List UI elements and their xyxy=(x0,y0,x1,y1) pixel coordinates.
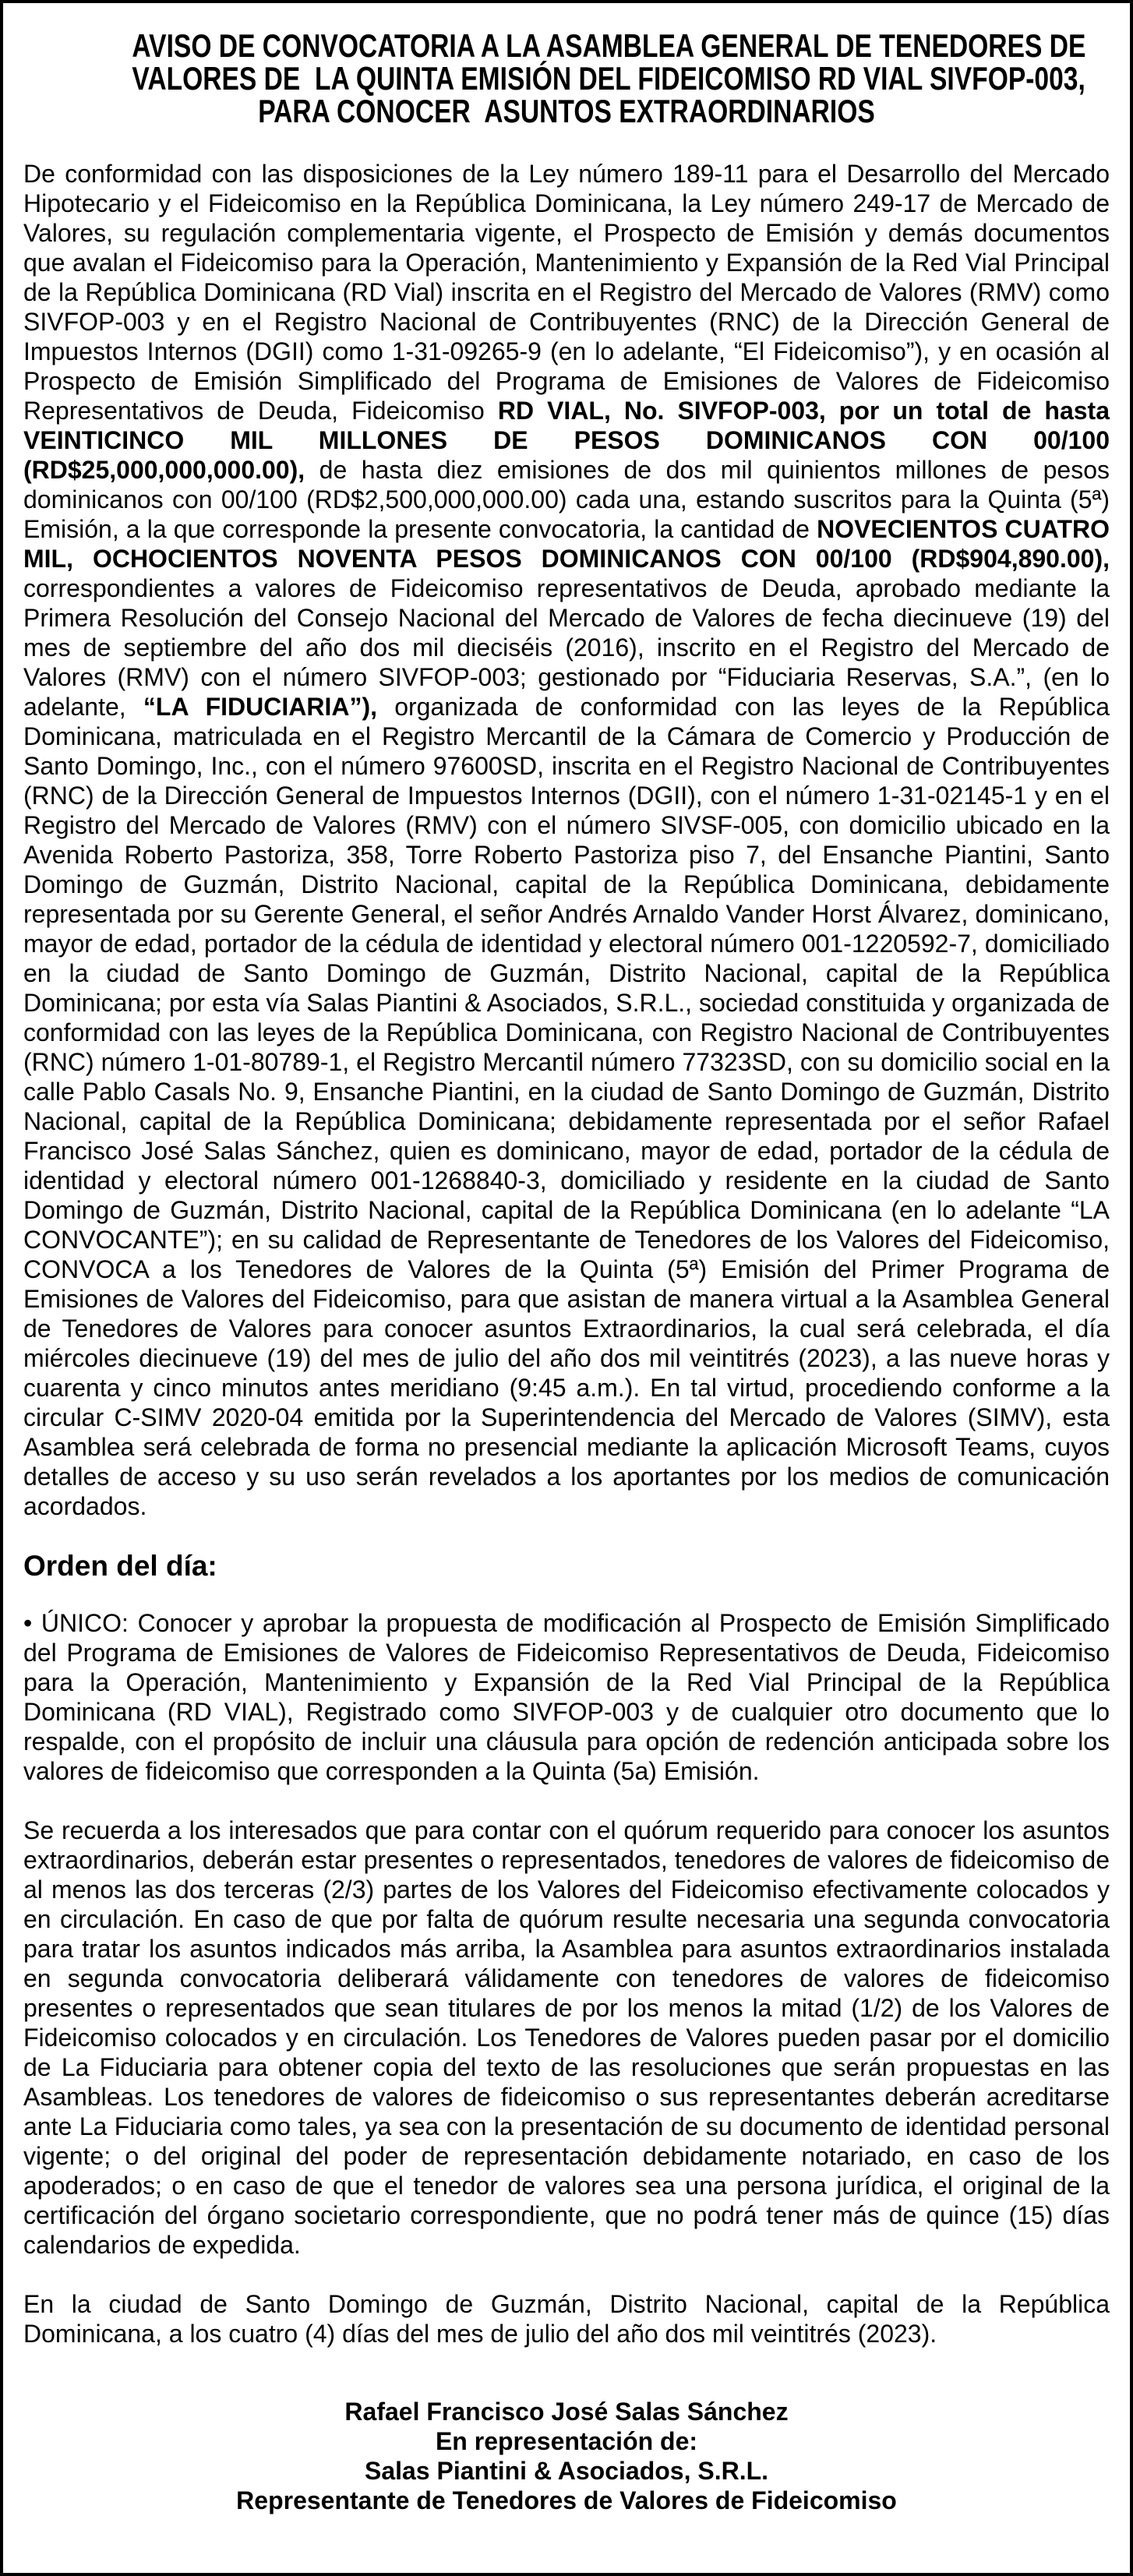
signature-role: Representante de Tenedores de Valores de Fideicomiso xyxy=(236,2486,897,2514)
signature-firm-name: Salas Piantini & Asociados, S.R.L. xyxy=(364,2457,769,2485)
notice-title xyxy=(23,27,1110,129)
agenda-item-unico: • ÚNICO: Conocer y aprobar la propuesta de modificación al Prospecto de Emisión Simplificado del Programa de Emisiones de Valores de Fideicomiso Representativos de Deuda, Fideicomiso para la Operación, Mantenimiento y Expansión de la Red Vial Principal de la República Dominicana (RD VIAL), Registrado como SIVFOP-003 y de cualquier otro documento que lo respalde, con el propósito de incluir una cláusula para opción de redención anticipada sobre los valores de fideicomiso que corresponden a la Quinta (5a) Emisión. xyxy=(23,1609,1110,1785)
notice-title-line-1: AVISO DE CONVOCATORIA A LA ASAMBLEA GENERAL DE TENEDORES DE xyxy=(132,27,1086,64)
closing-paragraph: En la ciudad de Santo Domingo de Guzmán, Distrito Nacional, capital de la República Dominicana, a los cuatro (4) días del mes de julio del año dos mil veintitrés (2023). xyxy=(23,2290,1110,2348)
intro-paragraph: De conformidad con las disposiciones de la Ley número 189-11 para el Desarrollo del Mercado Hipotecario y el Fideicomiso en la República Dominicana, la Ley número 249-17 de Mercado de Valores, su regulación complementaria vigente, el Prospecto de Emisión y demás documentos que avalan el Fideicomiso para la Operación, Mantenimiento y Expansión de la Red Vial Principal de la República Dominicana (RD Vial) inscrita en el Registro del Mercado de Valores (RMV) como SIVFOP-003 y en el Registro Nacional de Contribuyentes (RNC) de la Dirección General de Impuestos Internos (DGII) como 1-31-09265-9 (en lo adelante, “El Fideicomiso”), y en ocasión al Prospecto de Emisión Simplificado del Programa de Emisiones de Valores de Fideicomiso Representativos de Deuda, Fideicomiso RD VIAL, No. SIVFOP-003, por un total de hasta VEINTICINCO MIL MILLONES DE PESOS DOMINICANOS CON 00/100 (RD$25,000,000,000.00), de hasta diez emisiones de dos mil quinientos millones de pesos dominicanos con 00/100 (RD$2,500,000,000.00) cada una, estando suscritos para la Quinta (5ª) Emisión, a la que corresponde la presente convocatoria, la cantidad de NOVECIENTOS CUATRO MIL, OCHOCIENTOS NOVENTA PESOS DOMINICANOS CON 00/100 (RD$904,890.00), correspondientes a valores de Fideicomiso representativos de Deuda, aprobado mediante la Primera Resolución del Consejo Nacional del Mercado de Valores de fecha diecinueve (19) del mes de septiembre del año dos mil dieciséis (2016), inscrito en el Registro del Mercado de Valores (RMV) con el número SIVFOP-003; gestionado por “Fiduciaria Reservas, S.A.”, (en lo adelante, “LA FIDUCIARIA”), organizada de conformidad con las leyes de la República Dominicana, matriculada en el Registro Mercantil de la Cámara de Comercio y Producción de Santo Domingo, Inc., con el número 97600SD, inscrita en el Registro Nacional de Contribuyentes (RNC) de la Dirección General de Impuestos Internos (DGII), con el número 1-31-02145-1 y en el Registro del Mercado de Valores (RMV) con el número SIVSF-005, con domicilio ubicado en la Avenida Roberto Pastoriza, 358, Torre Roberto Pastoriza piso 7, del Ensanche Piantini, Santo Domingo de Guzmán, Distrito Nacional, capital de la República Dominicana, debidamente representada por su Gerente General, el señor Andrés Arnaldo Vander Horst Álvarez, dominicano, mayor de edad, portador de la cédula de identidad y electoral número 001-1220592-7, domiciliado en la ciudad de Santo Domingo de Guzmán, Distrito Nacional, capital de la República Dominicana; por esta vía Salas Piantini & Asociados, S.R.L., sociedad constituida y organizada de conformidad con las leyes de la República Dominicana, con Registro Nacional de Contribuyentes (RNC) número 1-01-80789-1, el Registro Mercantil número 77323SD, con su domicilio social en la calle Pablo Casals No. 9, Ensanche Piantini, en la ciudad de Santo Domingo de Guzmán, Distrito Nacional, capital de la República Dominicana; debidamente representada por el señor Rafael Francisco José Salas Sánchez, quien es dominicano, mayor de edad, portador de la cédula de identidad y electoral número 001-1268840-3, domiciliado y residente en la ciudad de Santo Domingo de Guzmán, Distrito Nacional, capital de la República Dominicana (en lo adelante “LA CONVOCANTE”); en su calidad de Representante de Tenedores de los Valores del Fideicomiso, CONVOCA a los Tenedores de Valores de la Quinta (5ª) Emisión del Primer Programa de Emisiones de Valores del Fideicomiso, para que asistan de manera virtual a la Asamblea General de Tenedores de Valores para conocer asuntos Extraordinarios, la cual será celebrada, el día miércoles diecinueve (19) del mes de julio del año dos mil veintitrés (2023), a las nueve horas y cuarenta y cinco minutos antes meridiano (9:45 a.m.). En tal virtud, procediendo conforme a la circular C-SIMV 2020-04 emitida por la Superintendencia del Mercado de Valores (SIMV), esta Asamblea será celebrada de forma no presencial mediante la aplicación Microsoft Teams, cuyos detalles de acceso y su uso serán revelados a los aportantes por los medios de comunicación acordados. xyxy=(23,160,1110,1520)
agenda-heading: Orden del día: xyxy=(23,1550,217,1582)
quorum-paragraph: Se recuerda a los interesados que para contar con el quórum requerido para conocer los asuntos extraordinarios, deberán estar presentes o representados, tenedores de valores de fideicomiso de al menos las dos terceras (2/3) partes de los Valores del Fideicomiso efectivamente colocados y en circulación. En caso de que por falta de quórum resulte necesaria una segunda convocatoria para tratar los asuntos indicados más arriba, la Asamblea para asuntos extraordinarios instalada en segunda convocatoria deliberará válidamente con tenedores de valores de fideicomiso presentes o representados que sean titulares de por los menos la mitad (1/2) de los Valores de Fideicomiso colocados y en circulación. Los Tenedores de Valores pueden pasar por el domicilio de La Fiduciaria para obtener copia del texto de las resoluciones que serán propuestas en las Asambleas. Los tenedores de valores de fideicomiso o sus representantes deberán acreditarse ante La Fiduciaria como tales, ya sea con la presentación de su documento de identidad personal vigente; o del original del poder de representación debidamente notariado, en caso de los apoderados; o en caso de que el tenedor de valores sea una persona jurídica, el original de la certificación del órgano societario correspondiente, que no podrá tener más de quince (15) días calendarios de expedida. xyxy=(23,1816,1110,2259)
signature-representation-label: En representación de: xyxy=(435,2427,698,2455)
signature-name: Rafael Francisco José Salas Sánchez xyxy=(344,2398,789,2426)
notice-title-line-2: VALORES DE LA QUINTA EMISIÓN DEL FIDEICOMISO RD VIAL SIVFOP-003, xyxy=(132,60,1085,97)
signature-block xyxy=(23,2397,1110,2515)
notice-title-line-3: PARA CONOCER ASUNTOS EXTRAORDINARIOS xyxy=(258,93,875,129)
